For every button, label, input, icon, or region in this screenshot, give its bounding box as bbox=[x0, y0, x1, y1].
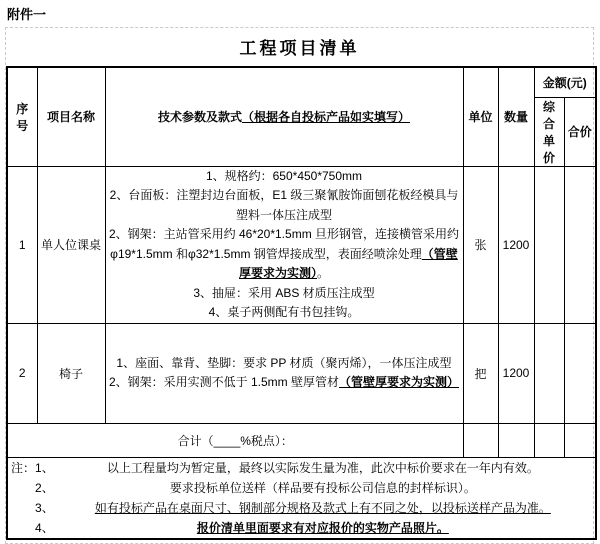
note-item: 3、 如有投标产品在桌面尺寸、钢制部分规格及款式上有不同之处，以投标送样产品为准。 bbox=[35, 500, 551, 515]
note-item: 1、 以上工程量均为暂定量，最终以实际发生量为准，此次中标价要求在一年内有效。 bbox=[35, 460, 539, 475]
total-qty bbox=[498, 423, 534, 457]
spec-line: 2、钢架：采用实测不低于 1.5mm 壁厚管材（管壁厚要求为实测） bbox=[108, 375, 460, 389]
notes-cell bbox=[7, 457, 596, 539]
row1-unit: 张 bbox=[463, 166, 498, 323]
note-item: 4、 报价清单里面要求有对应报价的实物产品照片。 bbox=[35, 520, 449, 535]
row1-seq: 1 bbox=[7, 166, 37, 323]
row1-name: 单人位课桌 bbox=[37, 166, 105, 323]
spec-line: 1、座面、靠背、垫脚：要求 PP 材质（聚丙烯），一体压注成型 bbox=[116, 355, 452, 370]
header-amount-group: 金额(元) bbox=[534, 67, 596, 97]
attachment-label: 附件一 bbox=[7, 7, 47, 22]
row1-unit-price bbox=[534, 166, 564, 323]
row2-unit-price bbox=[534, 323, 564, 423]
header-unit: 单位 bbox=[463, 67, 498, 166]
total-label: 合计（____%税点）： bbox=[7, 423, 463, 457]
row1-spec bbox=[105, 166, 463, 323]
spec-line: 4、桌子两侧配有书包挂钩。 bbox=[208, 305, 360, 319]
row2-name: 椅子 bbox=[37, 323, 105, 423]
row2-total-price bbox=[564, 323, 596, 423]
row2-unit: 把 bbox=[463, 323, 498, 423]
table-row bbox=[7, 323, 596, 423]
row2-spec bbox=[105, 323, 463, 423]
table-row bbox=[7, 166, 596, 323]
header-name: 项目名称 bbox=[37, 67, 105, 166]
header-qty: 数量 bbox=[498, 67, 534, 166]
total-unit-price bbox=[534, 423, 564, 457]
header-spec-label: 技术参数及款式 bbox=[157, 110, 242, 125]
total-unit bbox=[463, 423, 498, 457]
header-total-price: 合价 bbox=[564, 97, 596, 166]
spec-line: 2、台面板：注塑封边台面板，E1 级三聚氰胺饰面刨花板经模具与塑料一体压注成型 bbox=[109, 188, 459, 222]
row2-qty: 1200 bbox=[498, 323, 534, 423]
row1-total-price bbox=[564, 166, 596, 323]
total-total-price bbox=[564, 423, 596, 457]
document-frame bbox=[5, 27, 594, 544]
page-title: 工程项目清单 bbox=[239, 39, 360, 58]
header-spec-note: （根据各自投标产品如实填写） bbox=[242, 110, 411, 125]
notes-row bbox=[7, 457, 596, 539]
header-spec bbox=[105, 67, 463, 166]
project-list-table bbox=[6, 66, 597, 540]
header-seq: 序号 bbox=[7, 67, 37, 166]
row2-seq: 2 bbox=[7, 323, 37, 423]
spec-emphasis: （管壁厚要求为实测） bbox=[238, 246, 458, 280]
row1-qty: 1200 bbox=[498, 166, 534, 323]
note-item: 2、 要求投标单位送样（样品要有投标公司信息的封样标识）。 bbox=[35, 480, 476, 495]
spec-line: 2、钢架：主站管采用约 46*20*1.5mm 旦形钢管，连接横管采用约φ19*1.5mm 和φ32*1.5mm 钢管焊接成型，表面经喷涂处理（管壁厚要求为实测）。 bbox=[108, 227, 460, 280]
notes-prefix: 注： bbox=[11, 460, 36, 475]
spec-emphasis: （管壁厚要求为实测） bbox=[339, 375, 460, 389]
total-row bbox=[7, 423, 596, 457]
spec-line: 1、规格约：650*450*750mm bbox=[205, 168, 363, 183]
spec-line: 3、抽屉：采用 ABS 材质压注成型 bbox=[193, 285, 375, 300]
header-unit-price: 综合单价 bbox=[534, 97, 564, 166]
